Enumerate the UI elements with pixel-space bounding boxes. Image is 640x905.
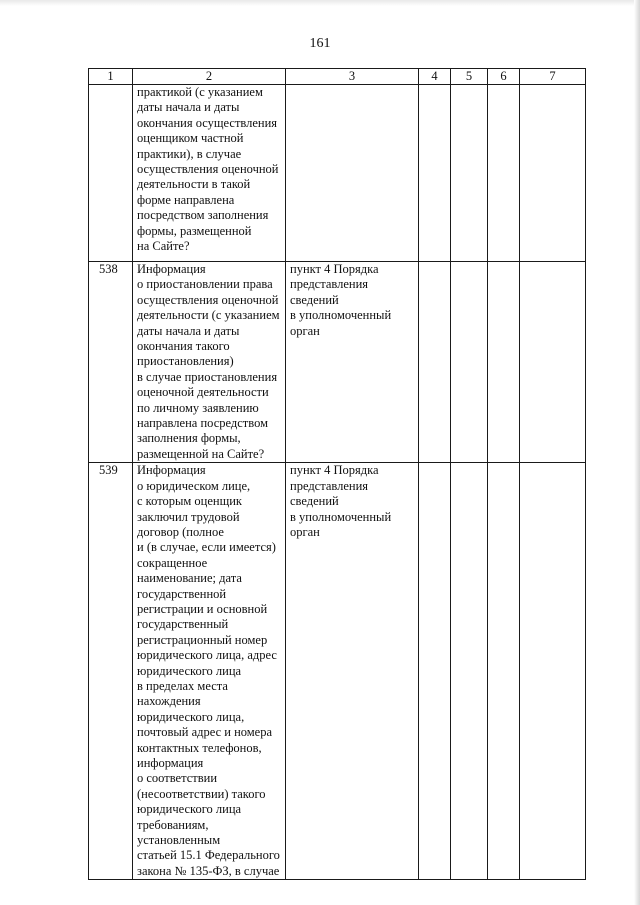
cell-text-line: формы, размещенной [137,223,252,238]
cell-text-line: Информация [137,463,206,478]
cell-text-line: нахождения [137,694,201,709]
row-number: 539 [89,463,133,880]
row-empty-cell [419,262,451,463]
cell-text-line: представления [290,277,369,292]
cell-text-line: заполнения формы, [137,431,241,446]
row-empty-cell [520,463,586,880]
header-col-1: 1 [89,69,133,85]
cell-text-line: закона № 135-ФЗ, в случае [137,863,280,878]
cell-text-line: с которым оценщик [137,494,242,509]
cell-text-line: юридического лица [137,663,242,678]
cell-text-line: заключил трудовой [137,509,240,524]
cell-text-line: почтовый адрес и номера [137,725,273,740]
cell-text-line: пункт 4 Порядка [290,463,379,478]
cell-text-line: договор (полное [137,524,224,539]
row-description [133,85,286,262]
cell-text-line: орган [290,524,320,539]
cell-text-line: в случае приостановления [137,369,278,384]
row-source [286,262,419,463]
cell-text-line: даты начала и даты [137,323,240,338]
cell-text-line: (несоответствии) такого [137,786,266,801]
cell-text-line: информация [137,756,204,770]
row-source [286,463,419,880]
cell-text-line: практикой (с указанием [137,85,263,99]
cell-text-line: размещенной на Сайте? [137,446,265,461]
cell-text-line: сведений [290,292,339,307]
header-col-5: 5 [451,69,488,85]
cell-text-line: окончания такого [137,339,230,354]
row-empty-cell [520,85,586,262]
cell-text-line: контактных телефонов, [137,740,262,755]
cell-text-line: в пределах места [137,678,228,693]
row-empty-cell [451,262,488,463]
row-number: 538 [89,262,133,463]
cell-text-line: регистрационный номер [137,632,268,647]
cell-text-line: требованиям, [137,817,209,832]
row-empty-cell [451,463,488,880]
cell-text-line: практики), в случае [137,146,242,161]
row-empty-cell [488,262,520,463]
cell-text-line: наименование; дата [137,571,242,586]
cell-text-line: о юридическом лице, [137,478,251,493]
scan-top-shadow [0,0,640,6]
cell-text-line: о соответствии [137,771,218,786]
cell-text-line: Информация [137,262,206,276]
header-col-6: 6 [488,69,520,85]
table-row [89,463,586,880]
cell-text-line: и (в случае, если имеется) [137,540,276,555]
table-header-row [89,69,586,85]
scan-right-shadow [634,0,640,905]
row-empty-cell [488,85,520,262]
cell-text-line: оценщиком частной [137,131,244,146]
cell-text-line: государственной [137,586,227,601]
cell-text-line: в уполномоченный [290,509,392,524]
cell-text-line: в уполномоченный [290,308,392,323]
cell-text-line: сокращенное [137,555,208,570]
cell-text-line: форме направлена [137,192,235,207]
cell-text-line: на Сайте? [137,239,190,254]
row-number [89,85,133,262]
page-number: 161 [309,36,331,51]
header-col-7: 7 [520,69,586,85]
header-col-2: 2 [133,69,286,85]
table-row [89,85,586,262]
cell-text-line: установленным [137,833,221,848]
cell-text-line: о приостановлении права [137,277,273,292]
cell-text-line: окончания осуществления [137,115,278,130]
cell-text-line: государственный [137,617,229,632]
cell-text-line: юридического лица, адрес [137,648,277,663]
row-empty-cell [419,85,451,262]
row-empty-cell [419,463,451,880]
cell-text-line: посредством заполнения [137,208,269,223]
row-description [133,262,286,463]
row-empty-cell [451,85,488,262]
cell-text-line: юридического лица [137,802,242,817]
row-source [286,85,419,262]
cell-text-line: деятельности (с указанием [137,308,280,323]
cell-text-line: сведений [290,494,339,509]
header-col-4: 4 [419,69,451,85]
cell-text-line: даты начала и даты [137,100,240,115]
cell-text-line: направлена посредством [137,416,268,431]
cell-text-line: статьей 15.1 Федерального [137,848,280,863]
checklist-table [88,68,586,880]
table-row [89,262,586,463]
cell-text-line: орган [290,323,320,338]
cell-text-line: регистрации и основной [137,601,268,616]
cell-text-line: юридического лица, [137,709,245,724]
header-col-3: 3 [286,69,419,85]
cell-text-line: приостановления) [137,354,234,369]
cell-text-line: пункт 4 Порядка [290,262,379,276]
row-description [133,463,286,880]
cell-text-line: осуществления оценочной [137,292,279,307]
cell-text-line: представления [290,478,369,493]
row-empty-cell [488,463,520,880]
cell-text-line: оценочной деятельности [137,385,269,400]
cell-text-line: по личному заявлению [137,400,259,415]
cell-text-line: осуществления оценочной [137,162,279,177]
cell-text-line: деятельности в такой [137,177,251,192]
row-empty-cell [520,262,586,463]
